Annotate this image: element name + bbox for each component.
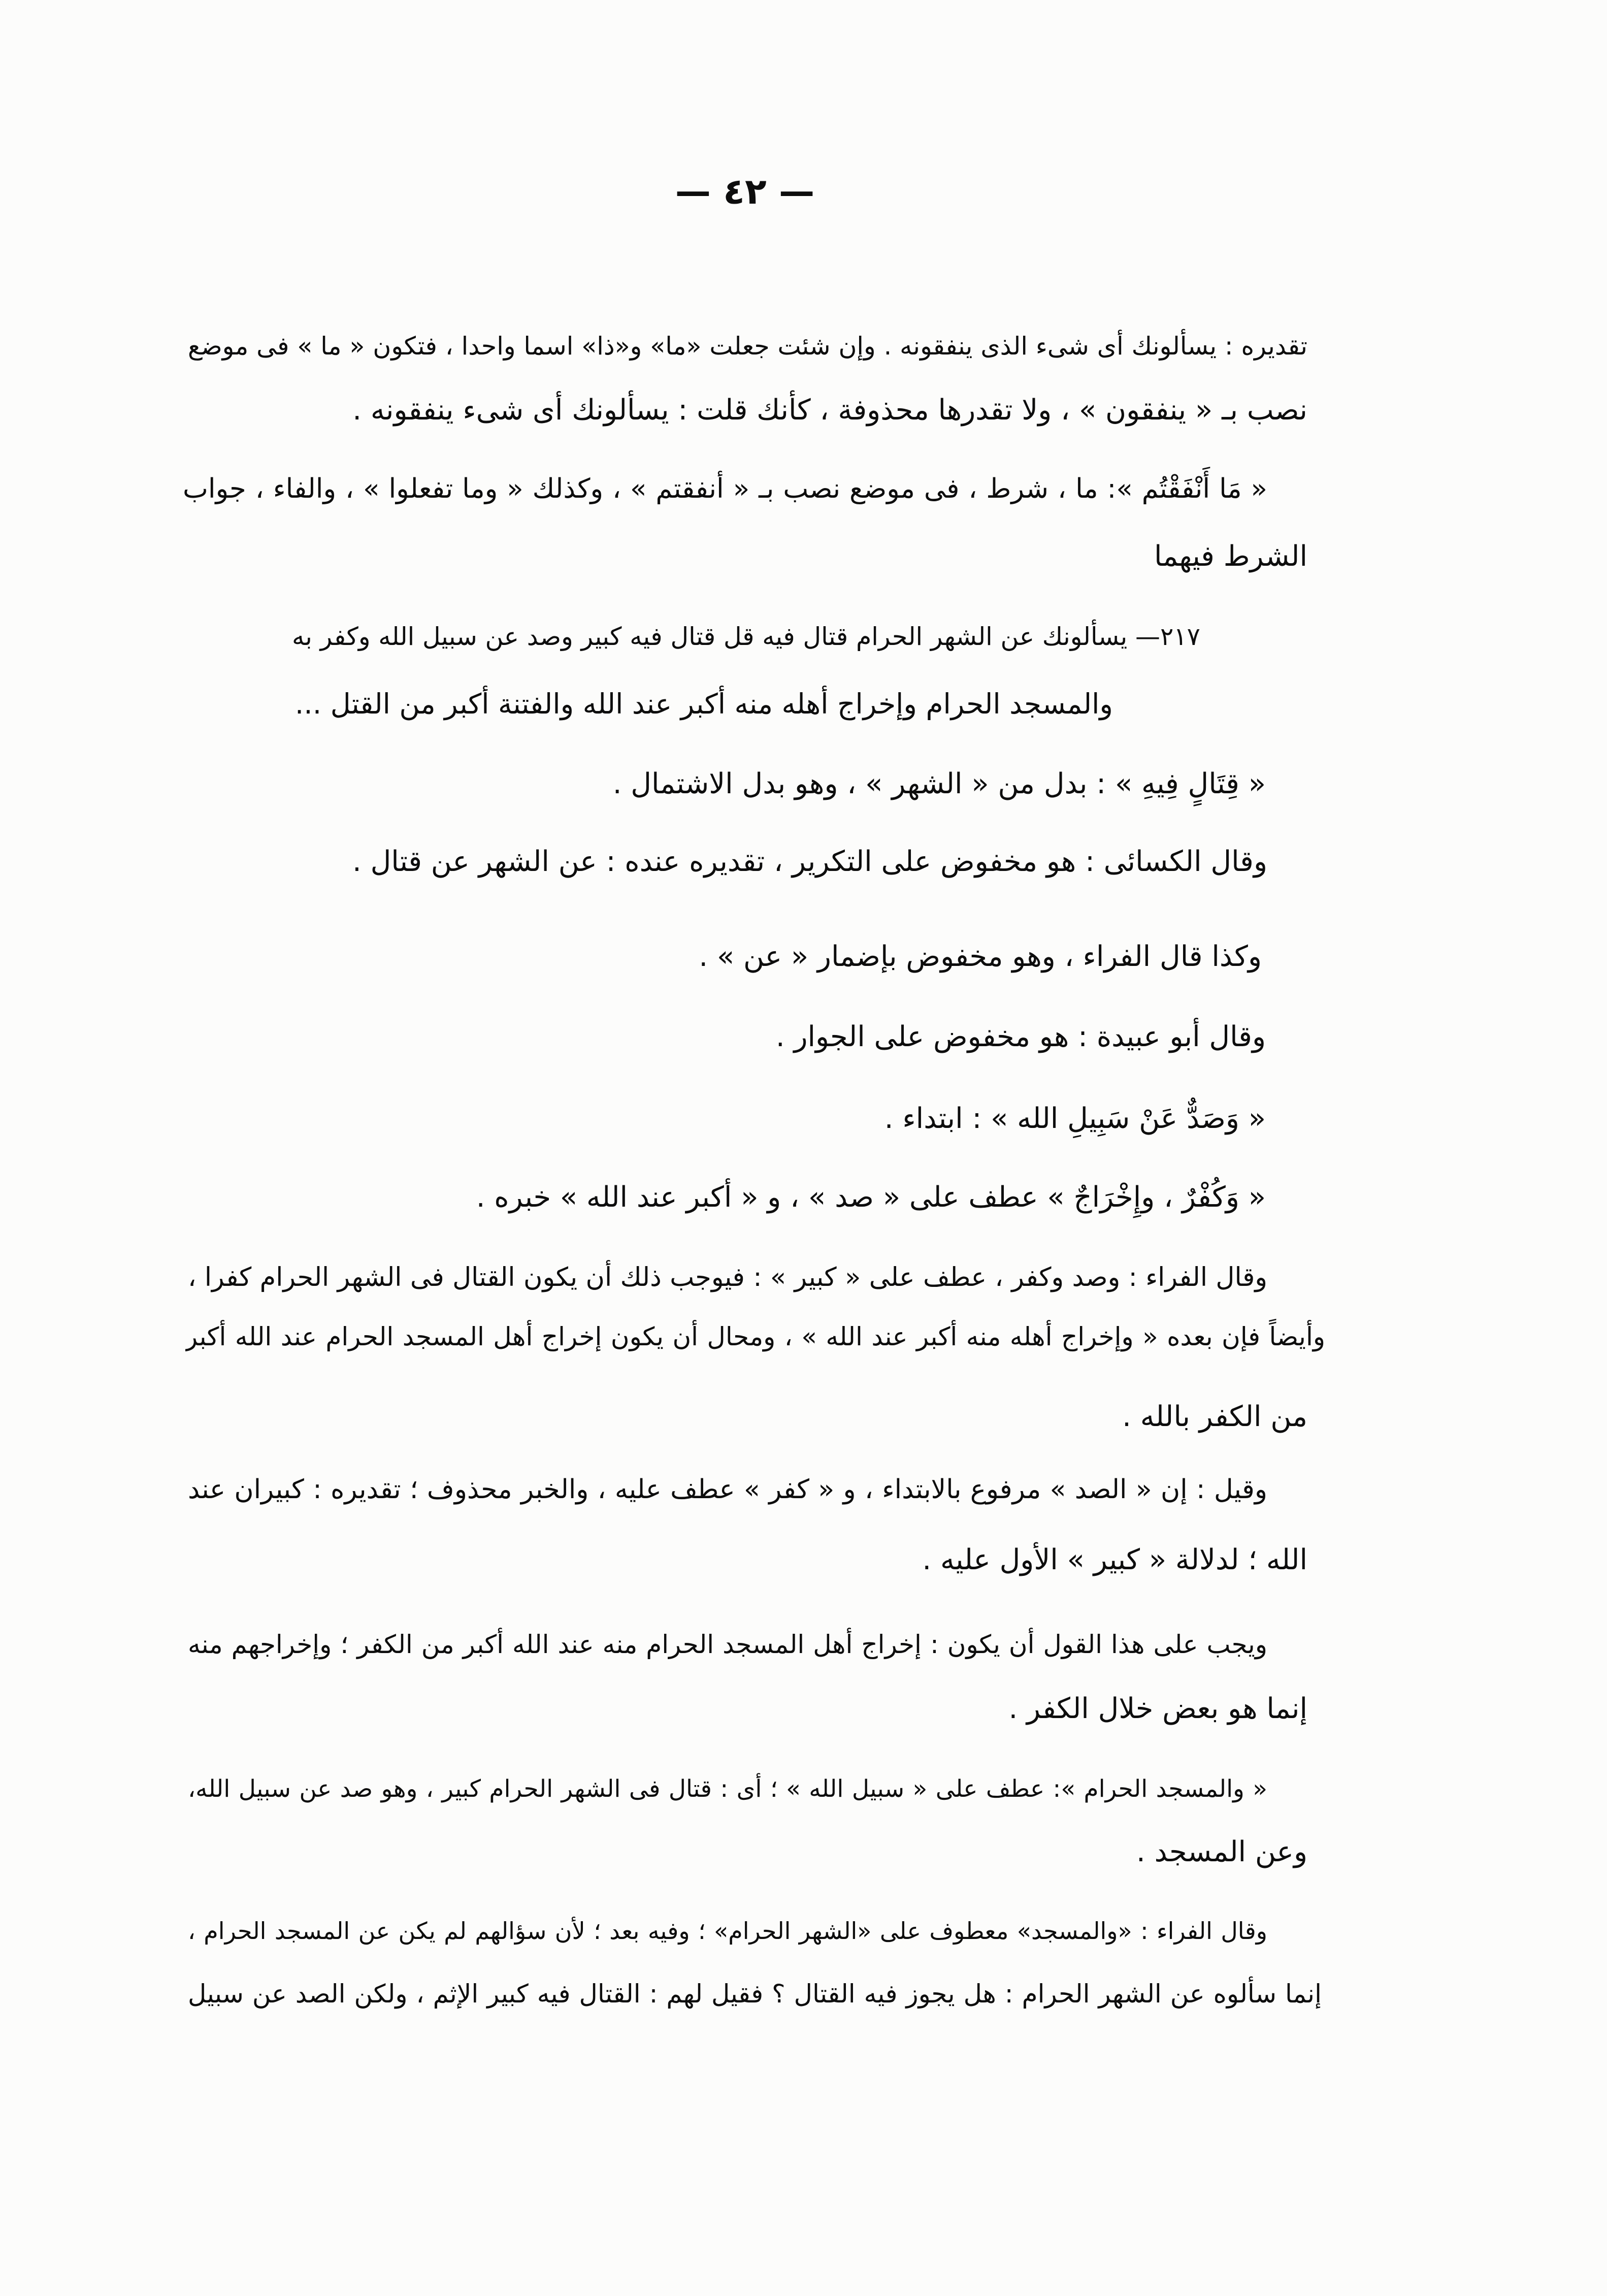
- text-line: إنما هو بعض خلال الكفر .: [1008, 1692, 1307, 1725]
- text-line: « مَا أَنْفَقْتُم »: ما ، شرط ، فى موضع نصب بـ « أنفقتم » ، وكذلك « وما تفعلوا » ، والفاء ، جواب: [183, 473, 1267, 504]
- text-line: « وَكُفْرٌ ، وإِخْرَاجٌ » عطف على « صد » ، و « أكبر عند الله » خبره .: [476, 1181, 1266, 1214]
- text-line: وقال أبو عبيدة : هو مخفوض على الجوار .: [775, 1020, 1266, 1053]
- page-number: — ٤٢ —: [675, 171, 815, 212]
- text-line: ويجب على هذا القول أن يكون : إخراج أهل المسجد الحرام منه عند الله أكبر من الكفر ؛ وإخراجهم منه: [188, 1630, 1267, 1659]
- text-line: وأيضاً فإن بعده « وإخراج أهله منه أكبر عند الله » ، ومحال أن يكون إخراج أهل المسجد الحرام عند الله أكبر: [185, 1322, 1325, 1351]
- verse-line: ٢١٧— يسألونك عن الشهر الحرام قتال فيه قل قتال فيه كبير وصد عن سبيل الله وكفر به: [292, 622, 1200, 651]
- text-line: وقال الكسائى : هو مخفوض على التكرير ، تقديره عنده : عن الشهر عن قتال .: [352, 845, 1267, 878]
- text-line: وعن المسجد .: [1136, 1835, 1307, 1868]
- text-line: من الكفر بالله .: [1122, 1400, 1307, 1433]
- text-line: نصب بـ « ينفقون » ، ولا تقدرها محذوفة ، كأنك قلت : يسألونك أى شىء ينفقونه .: [352, 394, 1307, 427]
- text-line: وقال الفراء : وصد وكفر ، عطف على « كبير » : فيوجب ذلك أن يكون القتال فى الشهر الحرام كفرا ،: [188, 1263, 1267, 1292]
- text-line: وقيل : إن « الصد » مرفوع بالابتداء ، و « كفر » عطف عليه ، والخبر محذوف ؛ تقديره : كبيران عند: [188, 1474, 1267, 1505]
- text-line: « والمسجد الحرام »: عطف على « سبيل الله » ؛ أى : قتال فى الشهر الحرام كبير ، وهو صد عن سبيل الله،: [188, 1775, 1267, 1803]
- text-line: « قِتَالٍ فِيهِ » : بدل من « الشهر » ، وهو بدل الاشتمال .: [612, 767, 1266, 800]
- text-line: وكذا قال الفراء ، وهو مخفوض بإضمار « عن » .: [699, 940, 1262, 973]
- text-line: « وَصَدٌّ عَنْ سَبِيلِ الله » : ابتداء .: [884, 1102, 1266, 1135]
- text-line: وقال الفراء : «والمسجد» معطوف على «الشهر الحرام» ؛ وفيه بعد ؛ لأن سؤالهم لم يكن عن المسجد الحرام ،: [188, 1917, 1267, 1945]
- text-line: الشرط فيهما: [1154, 540, 1307, 573]
- verse-line: والمسجد الحرام وإخراج أهله منه أكبر عند الله والفتنة أكبر من القتل ...: [294, 688, 1113, 720]
- text-line: إنما سألوه عن الشهر الحرام : هل يجوز فيه القتال ؟ فقيل لهم : القتال فيه كبير الإثم ، ولكن الصد عن سبيل: [188, 1979, 1322, 2009]
- text-line: الله ؛ لدلالة « كبير » الأول عليه .: [922, 1543, 1307, 1576]
- text-line: تقديره : يسألونك أى شىء الذى ينفقونه . وإن شئت جعلت «ما» و«ذا» اسما واحدا ، فتكون « ما » فى موضع: [188, 332, 1307, 361]
